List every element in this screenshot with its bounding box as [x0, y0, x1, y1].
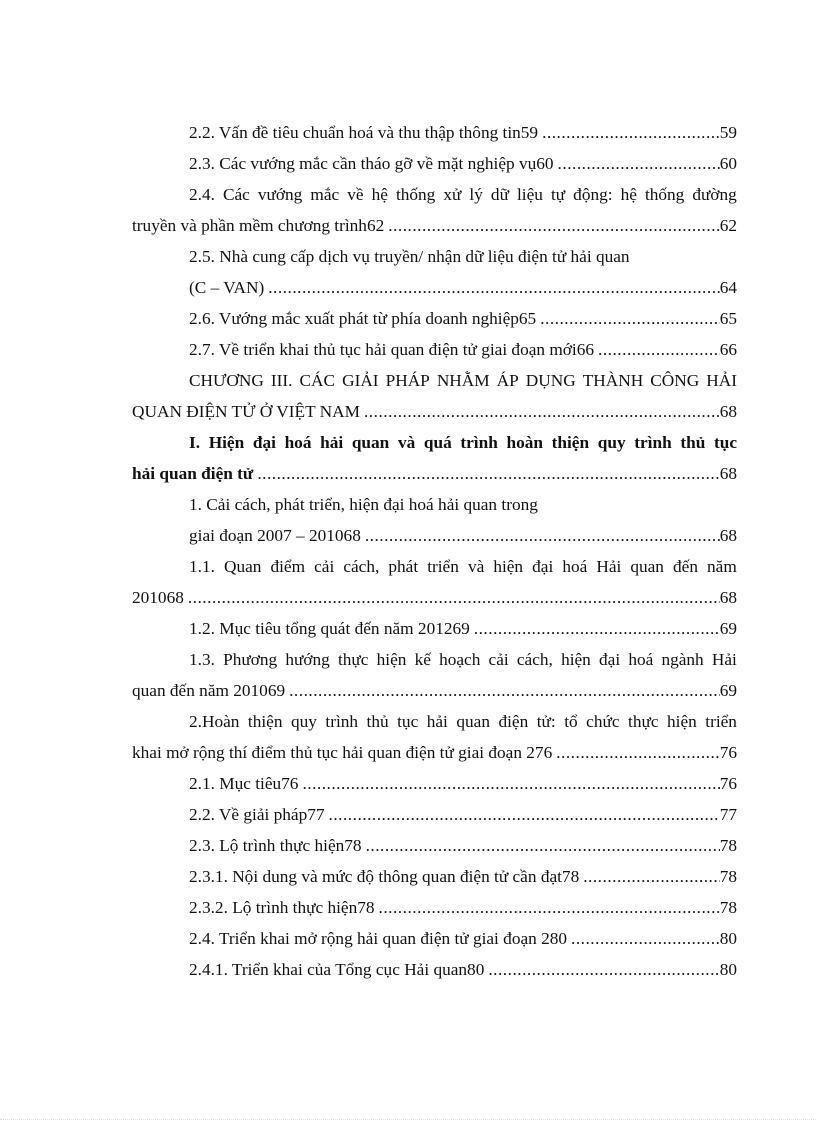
- toc-entry-first-line: 1. Cải cách, phát triển, hiện đại hoá hải quan trong: [189, 495, 538, 514]
- dot-leader: [556, 737, 720, 768]
- toc-entry-2-3-1[interactable]: [132, 861, 737, 892]
- toc-entry-2[interactable]: [132, 706, 737, 768]
- toc-entry-2-3b[interactable]: [132, 830, 737, 861]
- toc-entry-2-2b[interactable]: [132, 799, 737, 830]
- toc-entry-first-line: 1.3. Phương hướng thực hiện kế hoạch cải cách, hiện đại hoá ngành Hải: [189, 650, 737, 669]
- toc-entry-chapter-3[interactable]: [132, 365, 737, 427]
- toc-page-number: 78: [719, 867, 737, 886]
- dot-leader: [329, 799, 720, 830]
- toc-entry-first-line: 2.4. Các vướng mắc về hệ thống xử lý dữ liệu tự động: hệ thống đường: [189, 185, 737, 204]
- toc-entry-2-4[interactable]: [132, 179, 737, 241]
- dot-leader: [379, 892, 720, 923]
- toc-entry-title: 2.2. Về giải pháp77: [189, 805, 325, 824]
- dot-leader: [583, 861, 720, 892]
- toc-entry-title: QUAN ĐIỆN TỬ Ở VIỆT NAM: [132, 402, 360, 421]
- table-of-contents: [132, 117, 737, 985]
- toc-entry-first-line: I. Hiện đại hoá hải quan và quá trình hoàn thiện quy trình thủ tục: [189, 433, 737, 452]
- toc-entry-first-line: CHƯƠNG III. CÁC GIẢI PHÁP NHẰM ÁP DỤNG THÀNH CÔNG HẢI: [189, 371, 737, 390]
- toc-page-number: 64: [719, 278, 737, 297]
- dot-leader: [474, 613, 720, 644]
- toc-entry-2-3-2[interactable]: [132, 892, 737, 923]
- toc-page-number: 78: [719, 836, 737, 855]
- toc-page-number: 80: [719, 929, 737, 948]
- toc-entry-2-2[interactable]: [132, 117, 737, 148]
- dot-leader: [571, 923, 720, 954]
- toc-entry-2-5[interactable]: [132, 241, 737, 303]
- dot-leader: [289, 675, 720, 706]
- toc-entry-title: quan đến năm 201069: [132, 681, 286, 700]
- toc-entry-1[interactable]: [132, 489, 737, 551]
- dot-leader: [542, 117, 720, 148]
- toc-entry-title: 2.4.1. Triển khai của Tổng cục Hải quan80: [189, 960, 485, 979]
- toc-entry-title: 201068: [132, 588, 184, 607]
- dot-leader: [268, 272, 720, 303]
- dot-leader: [302, 768, 719, 799]
- dot-leader: [257, 458, 719, 489]
- toc-entry-title: 2.1. Mục tiêu76: [189, 774, 299, 793]
- toc-page-number: 68: [719, 402, 737, 421]
- toc-page-number: 68: [719, 588, 737, 607]
- toc-page-number: 66: [719, 340, 737, 359]
- toc-page-number: 69: [719, 619, 737, 638]
- dot-leader: [364, 396, 720, 427]
- toc-page-number: 62: [719, 216, 737, 235]
- toc-entry-title: khai mở rộng thí điểm thủ tục hải quan điện tử giai đoạn 276: [132, 743, 553, 762]
- toc-entry-title: truyền và phần mềm chương trình62: [132, 216, 385, 235]
- toc-page-number: 76: [719, 774, 737, 793]
- toc-entry-title: 2.4. Triển khai mở rộng hải quan điện tử giai đoạn 280: [189, 929, 568, 948]
- toc-page-number: 65: [719, 309, 737, 328]
- toc-entry-title: 2.3.1. Nội dung và mức độ thông quan điện tử cần đạt78: [189, 867, 580, 886]
- toc-page-number: 68: [719, 526, 737, 545]
- toc-entry-title: 1.2. Mục tiêu tổng quát đến năm 201269: [189, 619, 470, 638]
- dot-leader: [365, 520, 720, 551]
- toc-entry-section-i[interactable]: [132, 427, 737, 489]
- toc-entry-first-line: 1.1. Quan điểm cải cách, phát triển và hiện đại hoá Hải quan đến năm: [189, 557, 737, 576]
- toc-entry-title: 2.3. Các vướng mắc cần tháo gỡ về mặt nghiệp vụ60: [189, 154, 554, 173]
- toc-entry-1-3[interactable]: [132, 644, 737, 706]
- dot-leader: [366, 830, 720, 861]
- dot-leader: [558, 148, 720, 179]
- toc-entry-2-1[interactable]: [132, 768, 737, 799]
- toc-entry-title: 2.3.2. Lộ trình thực hiện78: [189, 898, 375, 917]
- toc-page-number: 59: [719, 123, 737, 142]
- toc-entry-title: 2.7. Về triển khai thủ tục hải quan điện tử giai đoạn mới66: [189, 340, 595, 359]
- toc-page-number: 80: [719, 960, 737, 979]
- toc-page-number: 68: [719, 464, 737, 483]
- dot-leader: [488, 954, 719, 985]
- page-bottom-border: [0, 1119, 816, 1120]
- dot-leader: [388, 210, 719, 241]
- toc-page-number: 76: [719, 743, 737, 762]
- toc-entry-1-1[interactable]: [132, 551, 737, 613]
- toc-entry-2-4-1[interactable]: [132, 954, 737, 985]
- toc-entry-1-2[interactable]: [132, 613, 737, 644]
- toc-entry-first-line: 2.5. Nhà cung cấp dịch vụ truyền/ nhận dữ liệu điện tử hải quan: [189, 247, 630, 266]
- toc-page-number: 60: [719, 154, 737, 173]
- dot-leader: [540, 303, 720, 334]
- toc-entry-title: 2.2. Vấn đề tiêu chuẩn hoá và thu thập thông tin59: [189, 123, 539, 142]
- toc-entry-title: 2.3. Lộ trình thực hiện78: [189, 836, 362, 855]
- toc-entry-2-7[interactable]: [132, 334, 737, 365]
- toc-entry-2-3[interactable]: [132, 148, 737, 179]
- toc-entry-title: (C – VAN): [189, 278, 265, 297]
- dot-leader: [598, 334, 720, 365]
- toc-entry-2-6[interactable]: [132, 303, 737, 334]
- toc-page-number: 78: [719, 898, 737, 917]
- toc-page-number: 69: [719, 681, 737, 700]
- toc-entry-first-line: 2.Hoàn thiện quy trình thủ tục hải quan điện tử: tổ chức thực hiện triển: [189, 712, 737, 731]
- toc-page-number: 77: [719, 805, 737, 824]
- toc-entry-2-4b[interactable]: [132, 923, 737, 954]
- dot-leader: [188, 582, 720, 613]
- toc-entry-title: hải quan điện tử: [132, 464, 254, 483]
- toc-entry-title: 2.6. Vướng mắc xuất phát từ phía doanh nghiệp65: [189, 309, 537, 328]
- toc-entry-title: giai đoạn 2007 – 201068: [189, 526, 361, 545]
